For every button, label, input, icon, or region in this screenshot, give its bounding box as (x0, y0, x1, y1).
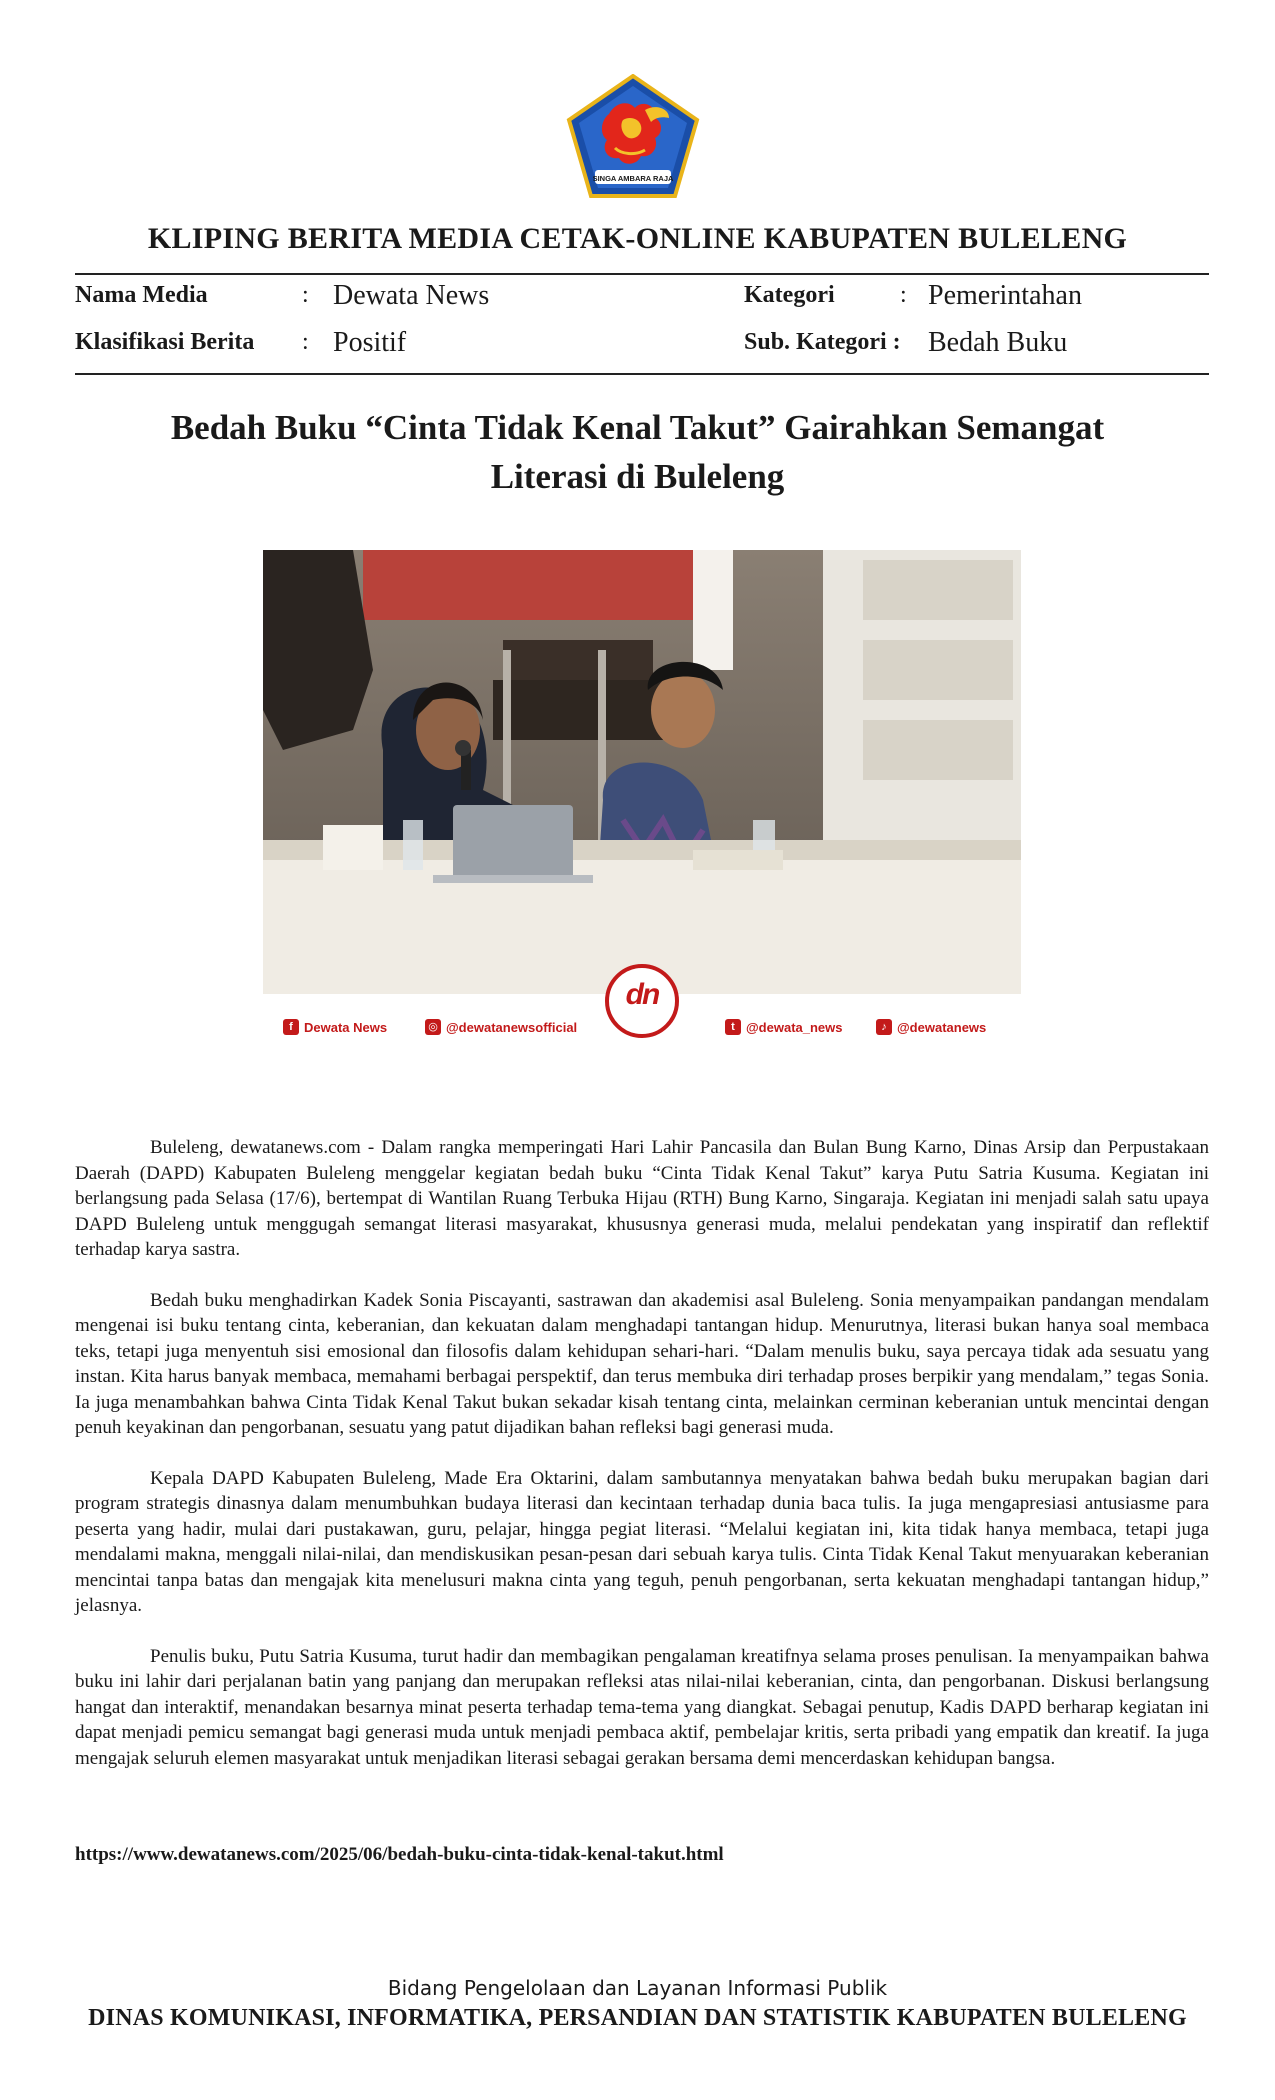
facebook-icon: f (283, 1019, 299, 1035)
twitter-icon: t (725, 1019, 741, 1035)
social-tiktok-label: @dewatanews (897, 1019, 987, 1035)
article-paragraph: Bedah buku menghadirkan Kadek Sonia Piscayanti, sastrawan dan akademisi asal Buleleng. Sonia menyampaikan pandangan mendalam mengenai isi buku tentang cinta, keberanian, dan kekuatan dalam menghadapi tantangan hidup. Menurutnya, literasi bukan hanya soal membaca teks, tetapi juga menyentuh sisi emosional dan filosofis dalam kehidupan sehari-hari. “Dalam menulis buku, saya percaya tidak ada sesuatu yang instan. Kita harus banyak membaca, memahami berbagai perspektif, dan terus membuka diri terhadap proses berpikir yang mendalam,” tegas Sonia. Ia juga menambahkan bahwa Cinta Tidak Kenal Takut bukan sekadar kisah tentang cinta, melainkan cerminan keberanian untuk mencintai dengan penuh keyakinan dan pengorbanan, sesuatu yang patut dijadikan bahan refleksi bagi generasi muda. (75, 1289, 1209, 1438)
category-value: Pemerintahan (928, 280, 1082, 311)
emblem-motto: SINGA AMBARA RAJA (592, 174, 674, 183)
header-divider-top (75, 273, 1209, 275)
singa-ambara-raja-emblem-icon (565, 74, 701, 200)
photo-social-bar (263, 978, 1021, 1055)
social-facebook (283, 1019, 387, 1035)
social-instagram-label: @dewatanewsofficial (446, 1019, 578, 1035)
header-divider-bottom (75, 373, 1209, 375)
article-paragraph: Kepala DAPD Kabupaten Buleleng, Made Era Oktarini, dalam sambutannya menyatakan bahwa bedah buku merupakan bagian dari program strategis dinasnya dalam menumbuhkan budaya literasi dan kecintaan terhadap dunia baca tulis. Ia juga mengapresiasi antusiasme para peserta yang hadir, mulai dari pustakawan, guru, pelajar, hingga pegiat literasi. “Melalui kegiatan ini, kita tidak hanya membaca, tetapi juga mendalami makna, menggali nilai-nilai, dan mendiskusikan pesan-pesan dari sebuah karya tulis. Cinta Tidak Kenal Takut menyuarakan keberanian mencintai tanpa batas dan mengajak kita menelusuri makna cinta yang teguh, penuh pengorbanan, serta kekuatan menghadapi tantangan hidup,” jelasnya. (75, 1467, 1209, 1616)
dewata-news-badge (605, 964, 679, 1038)
source-url-link[interactable]: https://www.dewatanews.com/2025/06/bedah-buku-cinta-tidak-kenal-takut.html (75, 1844, 724, 1865)
article-photo (263, 550, 1021, 1055)
category-label: Kategori (744, 282, 835, 308)
social-twitter (725, 1019, 843, 1035)
category-colon: : (900, 282, 907, 308)
classification-value: Positif (333, 327, 407, 358)
classification-label: Klasifikasi Berita (75, 329, 255, 355)
footer-agency: DINAS KOMUNIKASI, INFORMATIKA, PERSANDIAN DAN STATISTIK KABUPATEN BULELENG (88, 2005, 1187, 2031)
article-paragraph: Buleleng, dewatanews.com - Dalam rangka memperingati Hari Lahir Pancasila dan Bulan Bung Karno, Dinas Arsip dan Perpustakaan Daerah (DAPD) Kabupaten Buleleng menggelar kegiatan bedah buku “Cinta Tidak Kenal Takut” karya Putu Satria Kusuma. Kegiatan ini berlangsung pada Selasa (17/6), bertempat di Wantilan Ruang Terbuka Hijau (RTH) Bung Karno, Singaraja. Kegiatan ini menjadi salah satu upaya DAPD Buleleng untuk menggugah semangat literasi masyarakat, khususnya generasi muda, melalui pendekatan yang inspiratif dan reflektif terhadap karya sastra. (75, 1137, 1209, 1260)
article-title-line-2: Literasi di Buleleng (490, 457, 785, 496)
tiktok-icon: ♪ (876, 1019, 892, 1035)
dewata-news-badge-text: dn (625, 978, 659, 1011)
article-paragraph: Penulis buku, Putu Satria Kusuma, turut hadir dan membagikan pengalaman kreatifnya selama proses penulisan. Ia menyampaikan bahwa buku ini lahir dari perjalanan batin yang panjang dan merupakan refleksi atas nilai-nilai keberanian, cinta, dan pengorbanan. Diskusi berlangsung hangat dan interaktif, menandakan besarnya minat peserta terhadap tema-tema yang diangkat. Sebagai penutup, Kadis DAPD berharap kegiatan ini dapat menjadi pemicu semangat bagi generasi muda untuk menjadi pembaca aktif, pembelajar kritis, serta pribadi yang empatik dan kreatif. Ia juga mengajak seluruh elemen masyarakat untuk menjadikan literasi sebagai gerakan bersama demi mencerdaskan kehidupan bangsa. (75, 1645, 1209, 1769)
social-tiktok (876, 1019, 986, 1035)
media-name-colon: : (302, 282, 309, 308)
social-twitter-label: @dewata_news (746, 1019, 843, 1035)
social-facebook-label: Dewata News (304, 1019, 388, 1035)
classification-colon: : (302, 329, 309, 355)
clipping-header-title: KLIPING BERITA MEDIA CETAK-ONLINE KABUPATEN BULELENG (147, 222, 1128, 255)
article-body (75, 1135, 1209, 1796)
media-name-label: Nama Media (75, 282, 208, 308)
footer-division: Bidang Pengelolaan dan Layanan Informasi Publik (387, 1976, 888, 2000)
media-name-value: Dewata News (333, 280, 490, 311)
instagram-icon: ◎ (425, 1019, 441, 1035)
subcategory-value: Bedah Buku (928, 327, 1068, 358)
subcategory-label: Sub. Kategori : (744, 329, 901, 355)
article-title-line-1: Bedah Buku “Cinta Tidak Kenal Takut” Gairahkan Semangat (170, 408, 1105, 447)
article-title (130, 403, 1145, 501)
social-instagram (425, 1019, 577, 1035)
regency-emblem-logo (565, 74, 701, 200)
